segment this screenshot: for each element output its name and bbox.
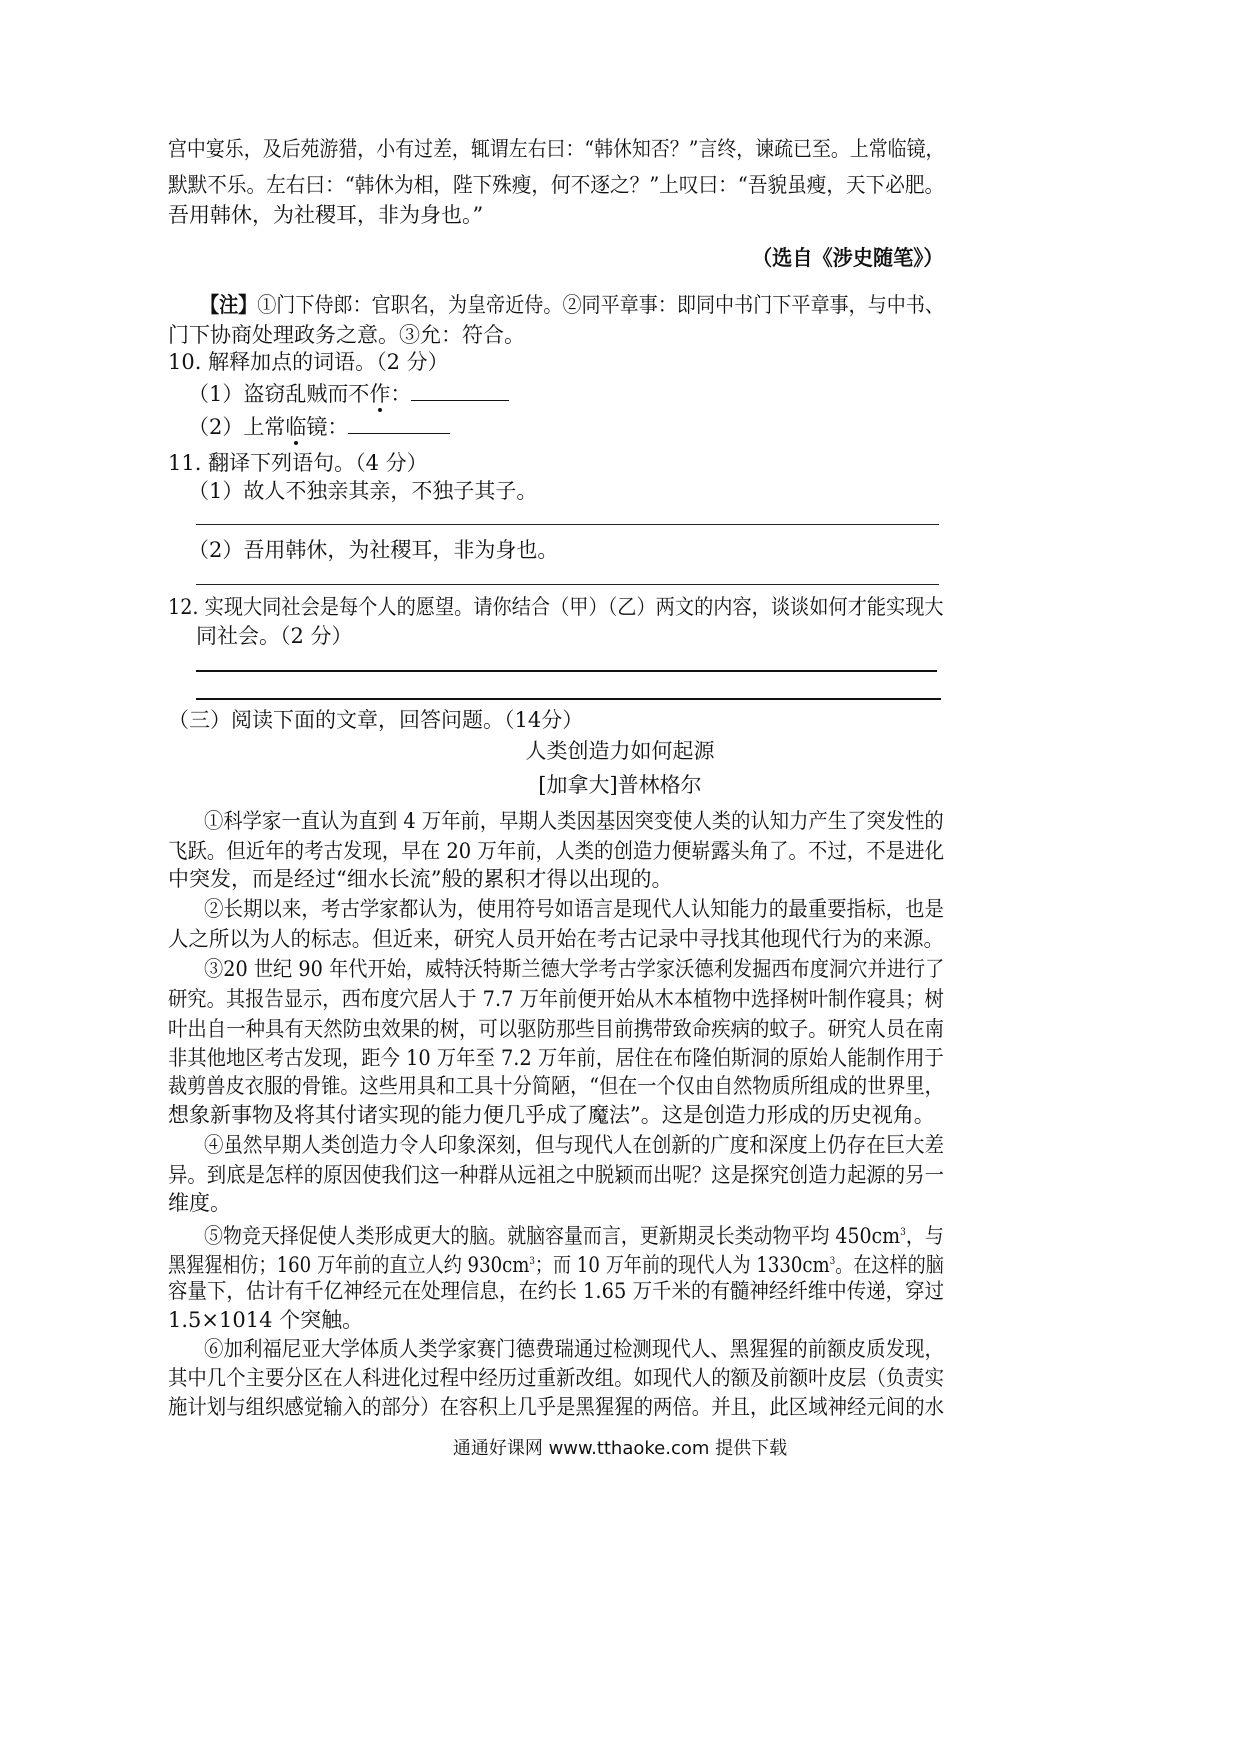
article-line: 人之所以为人的标志。但近来，研究人员开始在考古记录中寻找其他现代行为的来源。 <box>168 927 944 951</box>
answer-line[interactable] <box>196 698 941 700</box>
question-12-stem: 同社会。（2 分） <box>196 624 353 648</box>
notes-line: 门下协商处理政务之意。③允：符合。 <box>168 323 525 347</box>
answer-blank[interactable] <box>411 378 509 401</box>
article-line: ②长期以来，考古学家都认为，使用符号如语言是现代人认知能力的最重要指标，也是 <box>204 897 944 921</box>
page-footer: 通通好课网 www.tthaoke.com 提供下载 <box>452 1438 788 1459</box>
passage-line: 默默不乐。左右曰：“韩休为相，陛下殊瘦，何不逐之？”上叹曰：“吾貌虽瘦，天下必肥。 <box>168 173 945 197</box>
answer-line[interactable] <box>196 524 939 525</box>
question-11-stem: 11. 翻译下列语句。（4 分） <box>168 451 428 475</box>
article-line: 中突发，而是经过“细水长流”般的累积才得以出现的。 <box>168 867 673 891</box>
passage-line: 吾用韩休，为社稷耳，非为身也。” <box>168 203 484 227</box>
item-text: （2）上常 <box>188 415 286 439</box>
notes-label: 【注】 <box>200 292 258 317</box>
question-11-item-1: （1）故人不独亲其亲，不独子其子。 <box>188 479 538 503</box>
answer-blank[interactable] <box>348 411 450 434</box>
article-text: 黑猩猩相仿；160 万年前的直立人约 930cm <box>168 1253 530 1277</box>
section-heading: （三）阅读下面的文章，回答问题。（14分） <box>168 708 584 732</box>
superscript: 3 <box>900 1227 906 1238</box>
article-line: 想象新事物及将其付诸实现的能力便几乎成了魔法”。这是创造力形成的历史视角。 <box>168 1103 935 1127</box>
article-line: 容量下，估计有千亿神经元在处理信息，在约长 1.65 万千米的有髓神经纤维中传递，穿过 <box>168 1279 945 1303</box>
question-10-item-2 <box>188 411 450 442</box>
question-10-item-1 <box>188 378 509 409</box>
item-text: ： <box>390 382 412 406</box>
article-line: 飞跃。但近年的考古发现，早在 20 万年前，人类的创造力便崭露头角了。不过，不是进化 <box>168 839 945 863</box>
article-line: 研究。其报告显示，西布度穴居人于 7.7 万年前便开始从木本植物中选择树叶制作寝具；树 <box>168 987 944 1011</box>
article-line: 施计划与组织感觉输入的部分）在容积上几乎是黑猩猩的两倍。并且，此区域神经元间的水 <box>168 1395 944 1419</box>
article-line: ⑥加利福尼亚大学体质人类学家赛门德费瑞通过检测现代人、黑猩猩的前额皮质发现， <box>204 1337 944 1361</box>
answer-line[interactable] <box>196 670 937 672</box>
article-line: ③20 世纪 90 年代开始，威特沃特斯兰德大学考古学家沃德利发掘西布度洞穴并进行了 <box>204 957 945 981</box>
article-line: ④虽然早期人类创造力令人印象深刻，但与现代人在创新的广度和深度上仍存在巨大差 <box>204 1133 944 1157</box>
article-line: 维度。 <box>168 1191 231 1215</box>
question-11-item-2: （2）吾用韩休，为社稷耳，非为身也。 <box>188 538 559 562</box>
question-12-stem: 12. 实现大同社会是每个人的愿望。请你结合（甲）（乙）两文的内容，谈谈如何才能实现大 <box>168 595 944 619</box>
dotted-word: 作 <box>369 382 391 406</box>
article-text: 。在这样的脑 <box>835 1253 944 1277</box>
article-line: 非其他地区考古发现，距今 10 万年至 7.2 万年前，居住在布隆伯斯洞的原始人能制作用于 <box>168 1046 944 1070</box>
question-10-stem: 10. 解释加点的词语。（2 分） <box>168 350 449 374</box>
superscript: 3 <box>529 1256 535 1267</box>
superscript: 3 <box>829 1256 836 1267</box>
article-text: ；而 10 万年前的现代人为 1330cm <box>534 1253 830 1277</box>
article-title: 人类创造力如何起源 <box>525 739 715 763</box>
passage-source: （选自《涉史随笔》） <box>752 245 944 270</box>
dotted-word: 临 <box>285 415 307 439</box>
notes-text: ①门下侍郎：官职名，为皇帝近侍。②同平章事：即同中书门下平章事，与中书、 <box>257 293 944 317</box>
article-line: 叶出自一种具有天然防虫效果的树，可以驱防那些目前携带致命疾病的蚊子。研究人员在南 <box>168 1017 944 1041</box>
article-line: 异。到底是怎样的原因使我们这一种群从远祖之中脱颖而出呢？这是探究创造力起源的另一 <box>168 1163 944 1187</box>
article-line: 1.5×1014 个突触。 <box>168 1308 364 1332</box>
answer-line[interactable] <box>196 584 939 585</box>
article-text: ，与 <box>905 1224 944 1248</box>
article-line: 裁剪兽皮衣服的骨锥。这些用具和工具十分简陋，“但在一个仅由自然物质所组成的世界里， <box>168 1074 944 1098</box>
article-line: ①科学家一直认为直到 4 万年前，早期人类因基因突变使人类的认知力产生了突发性的 <box>204 809 944 833</box>
article-author: [加拿大]普林格尔 <box>538 773 702 797</box>
item-text: 镜： <box>306 415 349 439</box>
article-text: ⑤物竞天择促使人类形成更大的脑。就脑容量而言，更新期灵长类动物平均 450cm <box>204 1224 901 1248</box>
passage-line: 宫中宴乐，及后苑游猎，小有过差，辄谓左右曰：“韩休知否？”言终，谏疏已至。上常临镜， <box>168 137 945 161</box>
notes-line <box>200 290 944 320</box>
article-line: 其中几个主要分区在人科进化过程中经历过重新改组。如现代人的额及前额叶皮层（负责实 <box>168 1366 944 1390</box>
item-text: （1）盗窃乱贼而不 <box>188 382 370 406</box>
